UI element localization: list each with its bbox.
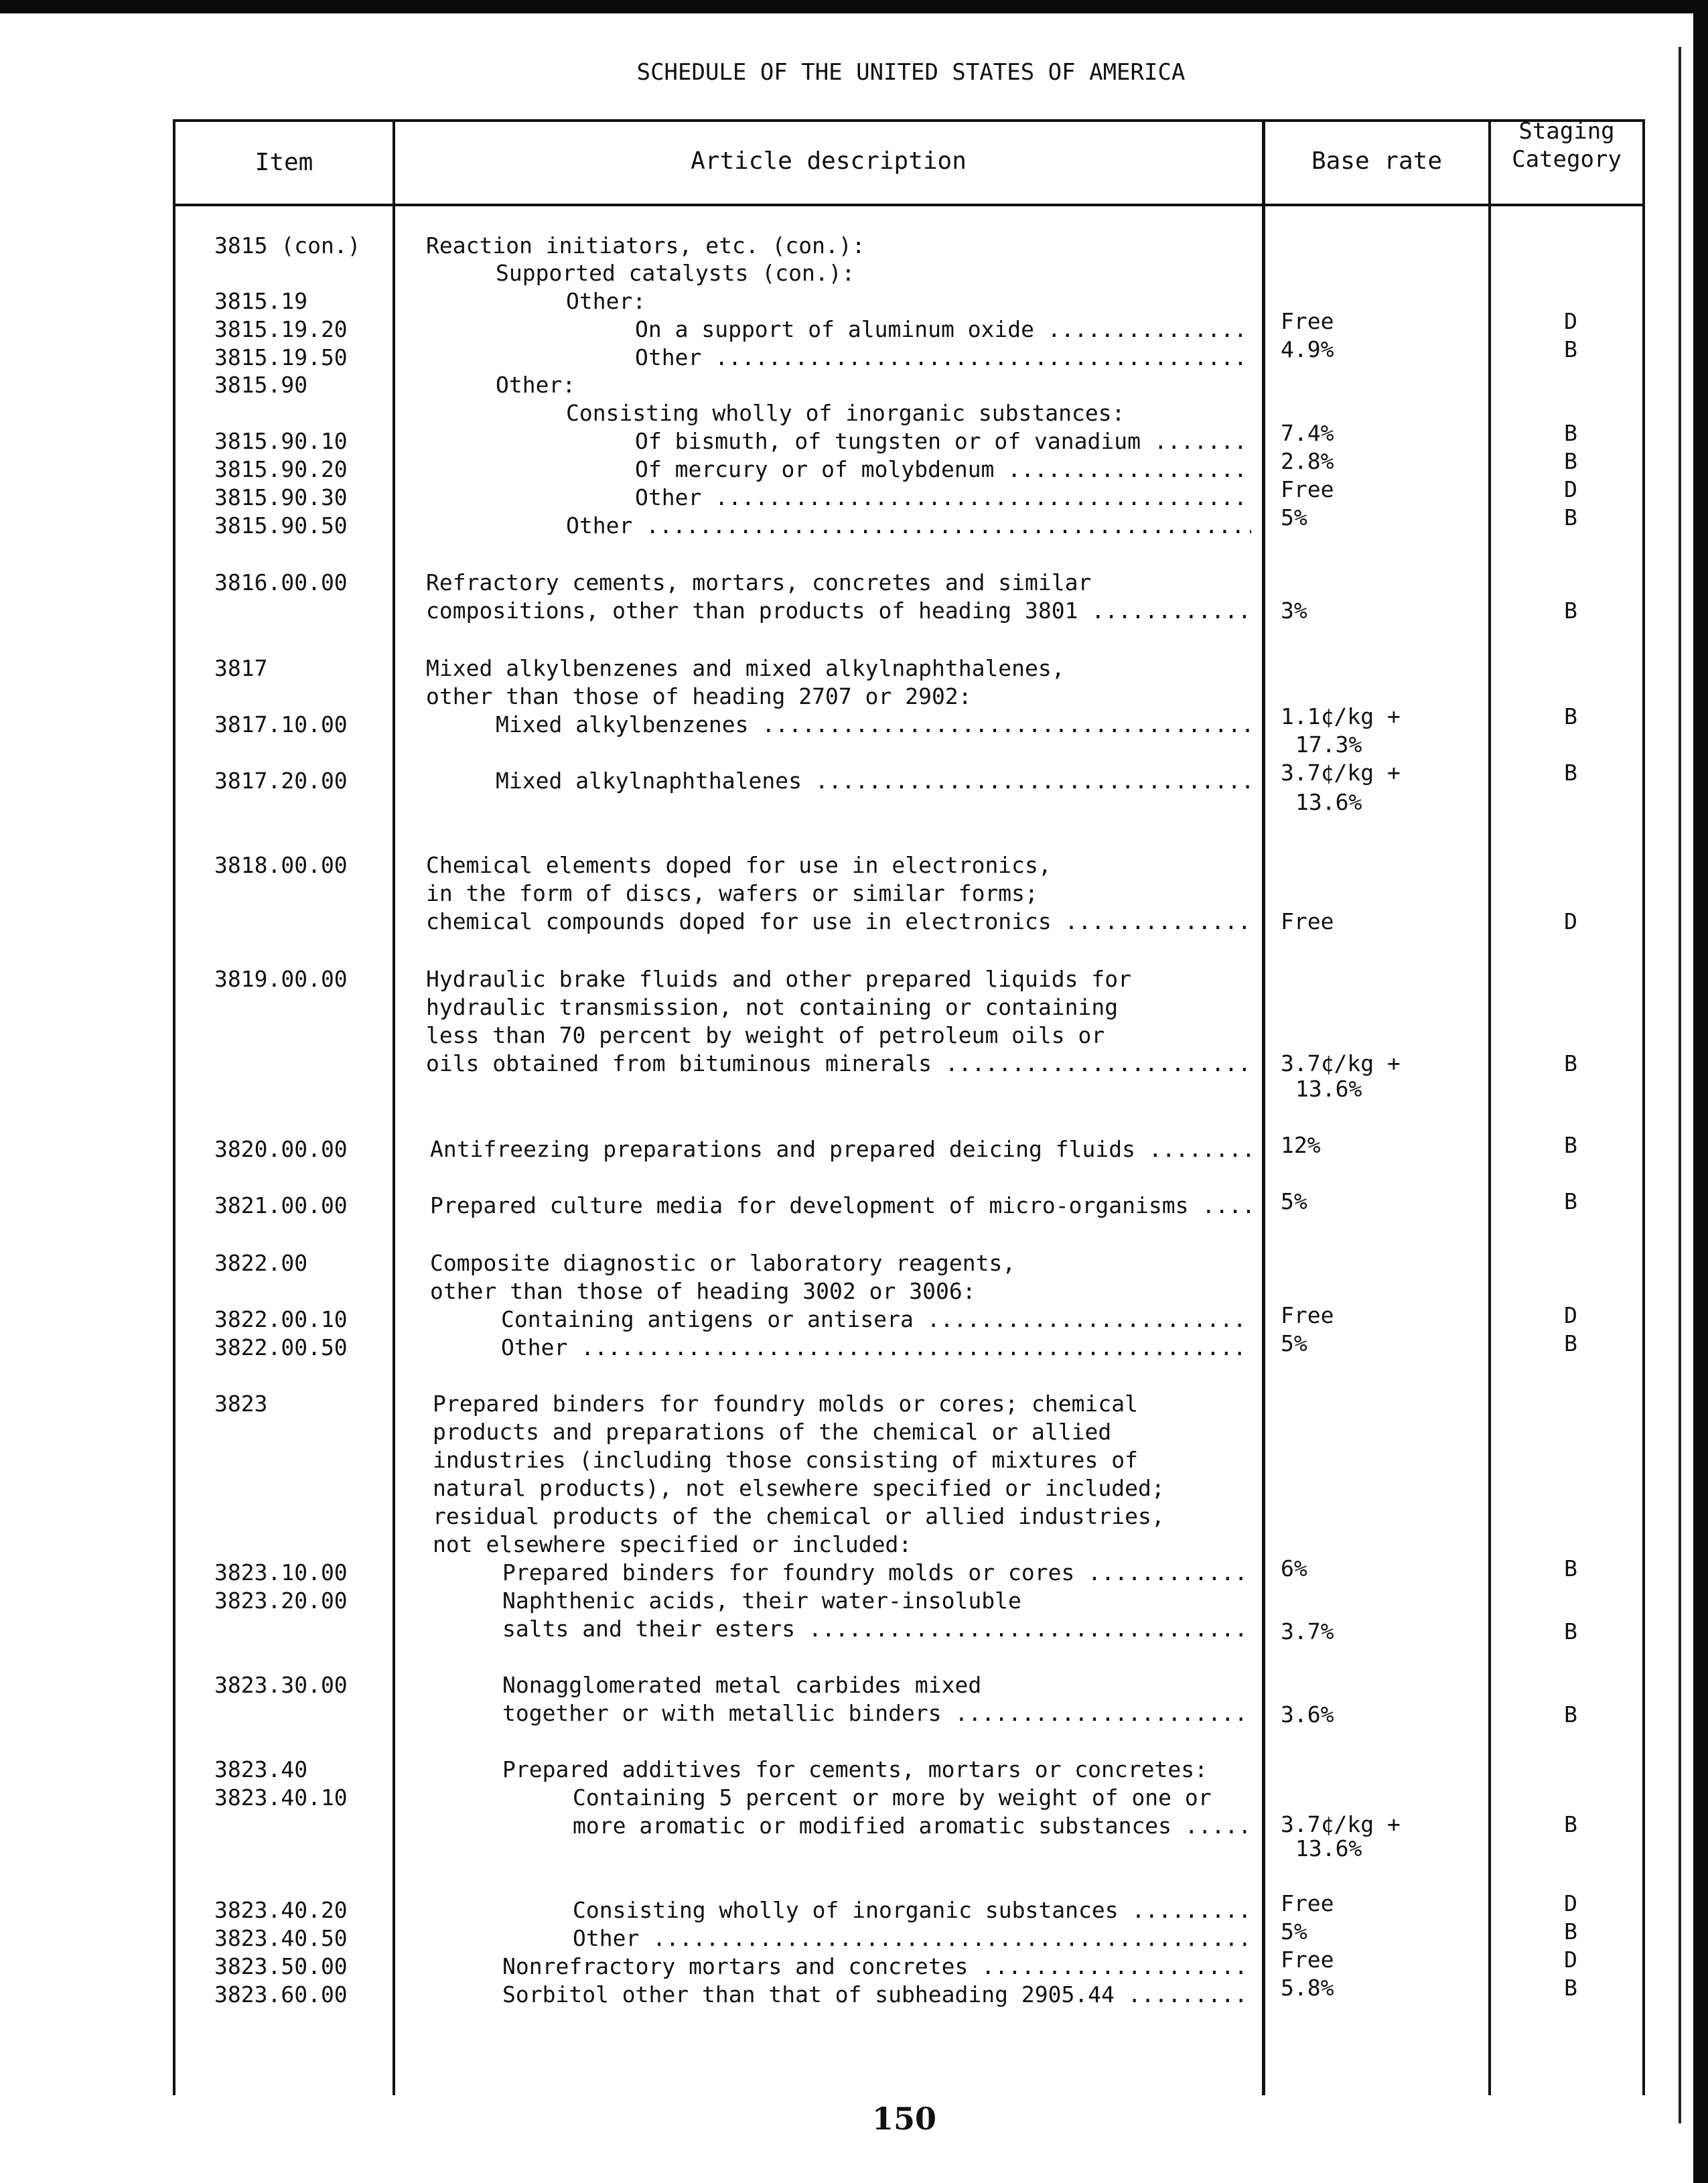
staging-category: D bbox=[1564, 308, 1577, 334]
table-row bbox=[0, 1446, 1708, 1475]
staging-category: B bbox=[1564, 760, 1577, 786]
article-description: residual products of the chemical or allied industries, bbox=[433, 1503, 1165, 1529]
staging-category: B bbox=[1564, 504, 1577, 531]
staging-category: D bbox=[1564, 908, 1577, 934]
article-description: Refractory cements, mortars, concretes and similar bbox=[426, 569, 1092, 595]
article-description: oils obtained from bituminous minerals ..... bbox=[426, 1049, 1251, 1078]
staging-category: B bbox=[1564, 1050, 1577, 1076]
article-description: Prepared additives for cements, mortars or concretes: bbox=[502, 1756, 1208, 1782]
item-code: 3817 bbox=[214, 655, 268, 681]
article-description: hydraulic transmission, not containing or containing bbox=[426, 994, 1119, 1020]
table-row bbox=[0, 231, 1708, 261]
staging-category: B bbox=[1564, 703, 1577, 729]
table-row bbox=[0, 788, 1708, 817]
staging-category: B bbox=[1564, 1918, 1577, 1945]
article-description: Consisting wholly of inorganic substances: bbox=[566, 400, 1125, 426]
table-row bbox=[0, 682, 1708, 711]
table-row bbox=[0, 1277, 1708, 1306]
article-description: Prepared culture media for development of micro-organisms ..... bbox=[430, 1191, 1251, 1220]
table-row bbox=[0, 420, 1708, 456]
base-rate: 3.7¢/kg + bbox=[1281, 1811, 1401, 1837]
article-description: Other ..... bbox=[501, 1333, 1251, 1362]
staging-category: B bbox=[1564, 336, 1577, 362]
staging-category: B bbox=[1564, 1330, 1577, 1356]
table-row bbox=[0, 308, 1708, 344]
header-divider bbox=[173, 204, 1645, 206]
item-code: 3823.20.00 bbox=[214, 1588, 348, 1614]
base-rate: 5% bbox=[1281, 1188, 1307, 1214]
article-description: Prepared binders for foundry molds or cores; chemical bbox=[433, 1391, 1138, 1417]
table-row bbox=[0, 1783, 1708, 1813]
base-rate: 5% bbox=[1281, 504, 1307, 531]
staging-category: B bbox=[1564, 420, 1577, 446]
table-row bbox=[0, 1249, 1708, 1278]
item-code: 3815.90.10 bbox=[214, 428, 348, 454]
item-code: 3822.00.10 bbox=[214, 1306, 348, 1332]
article-description: Sorbitol other than that of subheading 2905.44 ..... bbox=[502, 1980, 1251, 2010]
article-description: other than those of heading 3002 or 3006: bbox=[430, 1278, 976, 1304]
item-code: 3815.90.20 bbox=[214, 456, 348, 482]
staging-category: B bbox=[1564, 1132, 1577, 1158]
item-code: 3817.10.00 bbox=[214, 711, 348, 737]
article-description: Supported catalysts (con.): bbox=[496, 260, 855, 286]
staging-category: B bbox=[1564, 1555, 1577, 1581]
table-row bbox=[0, 476, 1708, 512]
item-code: 3815.90 bbox=[214, 372, 308, 398]
item-code: 3816.00.00 bbox=[214, 569, 348, 595]
table-row bbox=[0, 1389, 1708, 1419]
staging-category: D bbox=[1564, 1302, 1577, 1328]
column-header-description: Article description bbox=[691, 147, 967, 175]
table-row bbox=[0, 287, 1708, 316]
article-description: together or with metallic binders ..... bbox=[502, 1699, 1251, 1728]
column-header-base-rate: Base rate bbox=[1311, 147, 1443, 175]
column-header-item: Item bbox=[255, 149, 313, 176]
article-description: salts and their esters ..... bbox=[502, 1614, 1251, 1644]
staging-category: B bbox=[1564, 1701, 1577, 1728]
page-title: SCHEDULE OF THE UNITED STATES OF AMERICA bbox=[636, 59, 1186, 86]
staging-category: B bbox=[1564, 1811, 1577, 1837]
table-row bbox=[0, 1671, 1708, 1700]
article-description: Prepared binders for foundry molds or cores ..... bbox=[502, 1558, 1251, 1588]
item-code: 3823.40.20 bbox=[214, 1897, 348, 1923]
table-row bbox=[0, 1555, 1708, 1588]
article-description: compositions, other than products of heading 3801 ..... bbox=[426, 596, 1251, 626]
base-rate: 17.3% bbox=[1295, 731, 1362, 758]
base-rate: 5% bbox=[1281, 1918, 1307, 1945]
table-row bbox=[0, 399, 1708, 428]
base-rate: 13.6% bbox=[1295, 1835, 1362, 1861]
item-code: 3815 (con.) bbox=[214, 232, 361, 259]
base-rate: 6% bbox=[1281, 1555, 1307, 1581]
item-code: 3823.30.00 bbox=[214, 1672, 348, 1698]
article-description: industries (including those consisting of mixtures of bbox=[433, 1447, 1138, 1473]
table-row bbox=[0, 1417, 1708, 1447]
column-header-staging-line1: Staging bbox=[1518, 118, 1615, 145]
article-description: On a support of aluminum oxide ..... bbox=[635, 315, 1251, 344]
item-code: 3823.40.50 bbox=[214, 1925, 348, 1951]
column-header-staging-line2: Category bbox=[1512, 146, 1622, 173]
table-row bbox=[0, 1890, 1708, 1925]
item-code: 3822.00.50 bbox=[214, 1334, 348, 1360]
article-description: Of bismuth, of tungsten or of vanadium ..... bbox=[635, 427, 1251, 456]
article-description: Mixed alkylbenzenes and mixed alkylnaphthalenes, bbox=[426, 655, 1065, 681]
article-description: Other ..... bbox=[573, 1924, 1251, 1953]
base-rate: 2.8% bbox=[1281, 448, 1334, 474]
staging-category: B bbox=[1564, 1975, 1577, 2001]
staging-category: B bbox=[1564, 1618, 1577, 1644]
base-rate: Free bbox=[1281, 476, 1334, 502]
table-row bbox=[0, 1699, 1708, 1728]
article-description: Other: bbox=[566, 288, 646, 314]
item-code: 3818.00.00 bbox=[214, 852, 348, 878]
item-code: 3815.90.30 bbox=[214, 484, 348, 510]
table-row bbox=[0, 1330, 1708, 1362]
table-row bbox=[0, 851, 1708, 880]
staging-category: B bbox=[1564, 597, 1577, 624]
table-row bbox=[0, 1586, 1708, 1616]
article-description: chemical compounds doped for use in electronics ..... bbox=[426, 907, 1251, 936]
base-rate: 3.6% bbox=[1281, 1701, 1334, 1728]
base-rate: Free bbox=[1281, 308, 1334, 334]
base-rate: Free bbox=[1281, 1947, 1334, 1973]
table-row bbox=[0, 965, 1708, 994]
table-row bbox=[0, 1918, 1708, 1953]
base-rate: 3.7¢/kg + bbox=[1281, 1050, 1401, 1076]
item-code: 3823.10.00 bbox=[214, 1559, 348, 1586]
article-description: Composite diagnostic or laboratory reagents, bbox=[430, 1250, 1016, 1276]
table-row bbox=[0, 1302, 1708, 1334]
article-description: Mixed alkylnaphthalenes ..... bbox=[496, 766, 1251, 796]
table-row bbox=[0, 504, 1708, 541]
table-row bbox=[0, 1474, 1708, 1503]
article-description: less than 70 percent by weight of petroleum oils or bbox=[426, 1022, 1105, 1048]
article-description: Containing antigens or antisera ..... bbox=[501, 1305, 1251, 1334]
article-description: Consisting wholly of inorganic substances ..... bbox=[573, 1896, 1251, 1925]
item-code: 3819.00.00 bbox=[214, 966, 348, 992]
table-row bbox=[0, 1834, 1708, 1863]
article-description: Other ..... bbox=[635, 343, 1251, 372]
article-description: Mixed alkylbenzenes ..... bbox=[496, 710, 1251, 740]
item-code: 3817.20.00 bbox=[214, 768, 348, 794]
table-row bbox=[0, 1975, 1708, 2010]
base-rate: 13.6% bbox=[1295, 789, 1362, 815]
article-description: natural products), not elsewhere specified or included; bbox=[433, 1475, 1165, 1501]
article-description: not elsewhere specified or included: bbox=[433, 1531, 912, 1557]
article-description: Chemical elements doped for use in electronics, bbox=[426, 852, 1052, 878]
item-code: 3815.19.50 bbox=[214, 344, 348, 370]
table-row bbox=[0, 879, 1708, 908]
item-code: 3822.00 bbox=[214, 1250, 308, 1276]
table-row bbox=[0, 1947, 1708, 1981]
table-row bbox=[0, 568, 1708, 597]
base-rate: Free bbox=[1281, 1890, 1334, 1916]
scan-border-top bbox=[0, 0, 1708, 13]
table-row bbox=[0, 654, 1708, 683]
article-description: products and preparations of the chemical or allied bbox=[433, 1419, 1112, 1445]
article-description: other than those of heading 2707 or 2902: bbox=[426, 683, 972, 709]
staging-category: D bbox=[1564, 1947, 1577, 1973]
table-row bbox=[0, 730, 1708, 760]
article-description: Of mercury or of molybdenum ..... bbox=[635, 455, 1251, 484]
table-row bbox=[0, 596, 1708, 626]
article-description: Other ..... bbox=[566, 511, 1251, 541]
table-row bbox=[0, 336, 1708, 372]
base-rate: 12% bbox=[1281, 1132, 1321, 1158]
base-rate: 1.1¢/kg + bbox=[1281, 703, 1401, 729]
table-row bbox=[0, 907, 1708, 936]
table-row bbox=[0, 1021, 1708, 1050]
article-description: Containing 5 percent or more by weight of one or bbox=[573, 1784, 1212, 1811]
base-rate: 5% bbox=[1281, 1330, 1307, 1356]
article-description: Naphthenic acids, their water-insoluble bbox=[502, 1588, 1021, 1614]
item-code: 3823.40.10 bbox=[214, 1784, 348, 1811]
staging-category: D bbox=[1564, 476, 1577, 502]
staging-category: B bbox=[1564, 1188, 1577, 1214]
article-description: Other: bbox=[496, 372, 576, 398]
article-description: more aromatic or modified aromatic substances ..... bbox=[573, 1811, 1251, 1841]
staging-category: B bbox=[1564, 448, 1577, 474]
item-code: 3823.50.00 bbox=[214, 1953, 348, 1979]
item-code: 3823 bbox=[214, 1391, 268, 1417]
article-description: Hydraulic brake fluids and other prepared liquids for bbox=[426, 966, 1131, 992]
article-description: Reaction initiators, etc. (con.): bbox=[426, 232, 865, 259]
base-rate: Free bbox=[1281, 908, 1334, 934]
item-code: 3815.19 bbox=[214, 288, 308, 314]
base-rate: 7.4% bbox=[1281, 420, 1334, 446]
article-description: in the form of discs, wafers or similar forms; bbox=[426, 880, 1038, 906]
table-border-top bbox=[173, 119, 1645, 122]
table-row bbox=[0, 993, 1708, 1022]
table-row bbox=[0, 1530, 1708, 1559]
table-row bbox=[0, 259, 1708, 288]
article-description: Antifreezing preparations and prepared deicing fluids ..... bbox=[430, 1135, 1251, 1164]
table-row bbox=[0, 1132, 1708, 1164]
base-rate: 13.6% bbox=[1295, 1076, 1362, 1102]
base-rate: 3.7¢/kg + bbox=[1281, 760, 1401, 786]
base-rate: 5.8% bbox=[1281, 1975, 1334, 2001]
table-row bbox=[0, 1502, 1708, 1531]
table-row bbox=[0, 448, 1708, 484]
table-row bbox=[0, 1188, 1708, 1220]
article-description: Other ..... bbox=[635, 483, 1251, 512]
base-rate: 3.7% bbox=[1281, 1618, 1334, 1644]
article-description: Nonrefractory mortars and concretes ..... bbox=[502, 1952, 1251, 1981]
table-row bbox=[0, 370, 1708, 400]
item-code: 3815.19.20 bbox=[214, 316, 348, 342]
base-rate: Free bbox=[1281, 1302, 1334, 1328]
page-number: 150 bbox=[871, 2101, 937, 2137]
base-rate: 3% bbox=[1281, 597, 1307, 624]
item-code: 3823.60.00 bbox=[214, 1981, 348, 2008]
base-rate: 4.9% bbox=[1281, 336, 1334, 362]
article-description: Nonagglomerated metal carbides mixed bbox=[502, 1672, 982, 1698]
item-code: 3821.00.00 bbox=[214, 1192, 348, 1218]
staging-category: D bbox=[1564, 1890, 1577, 1916]
item-code: 3815.90.50 bbox=[214, 512, 348, 539]
item-code: 3820.00.00 bbox=[214, 1136, 348, 1162]
table-row bbox=[0, 1074, 1708, 1104]
table-row bbox=[0, 1755, 1708, 1784]
item-code: 3823.40 bbox=[214, 1756, 308, 1782]
table-row bbox=[0, 1614, 1708, 1644]
